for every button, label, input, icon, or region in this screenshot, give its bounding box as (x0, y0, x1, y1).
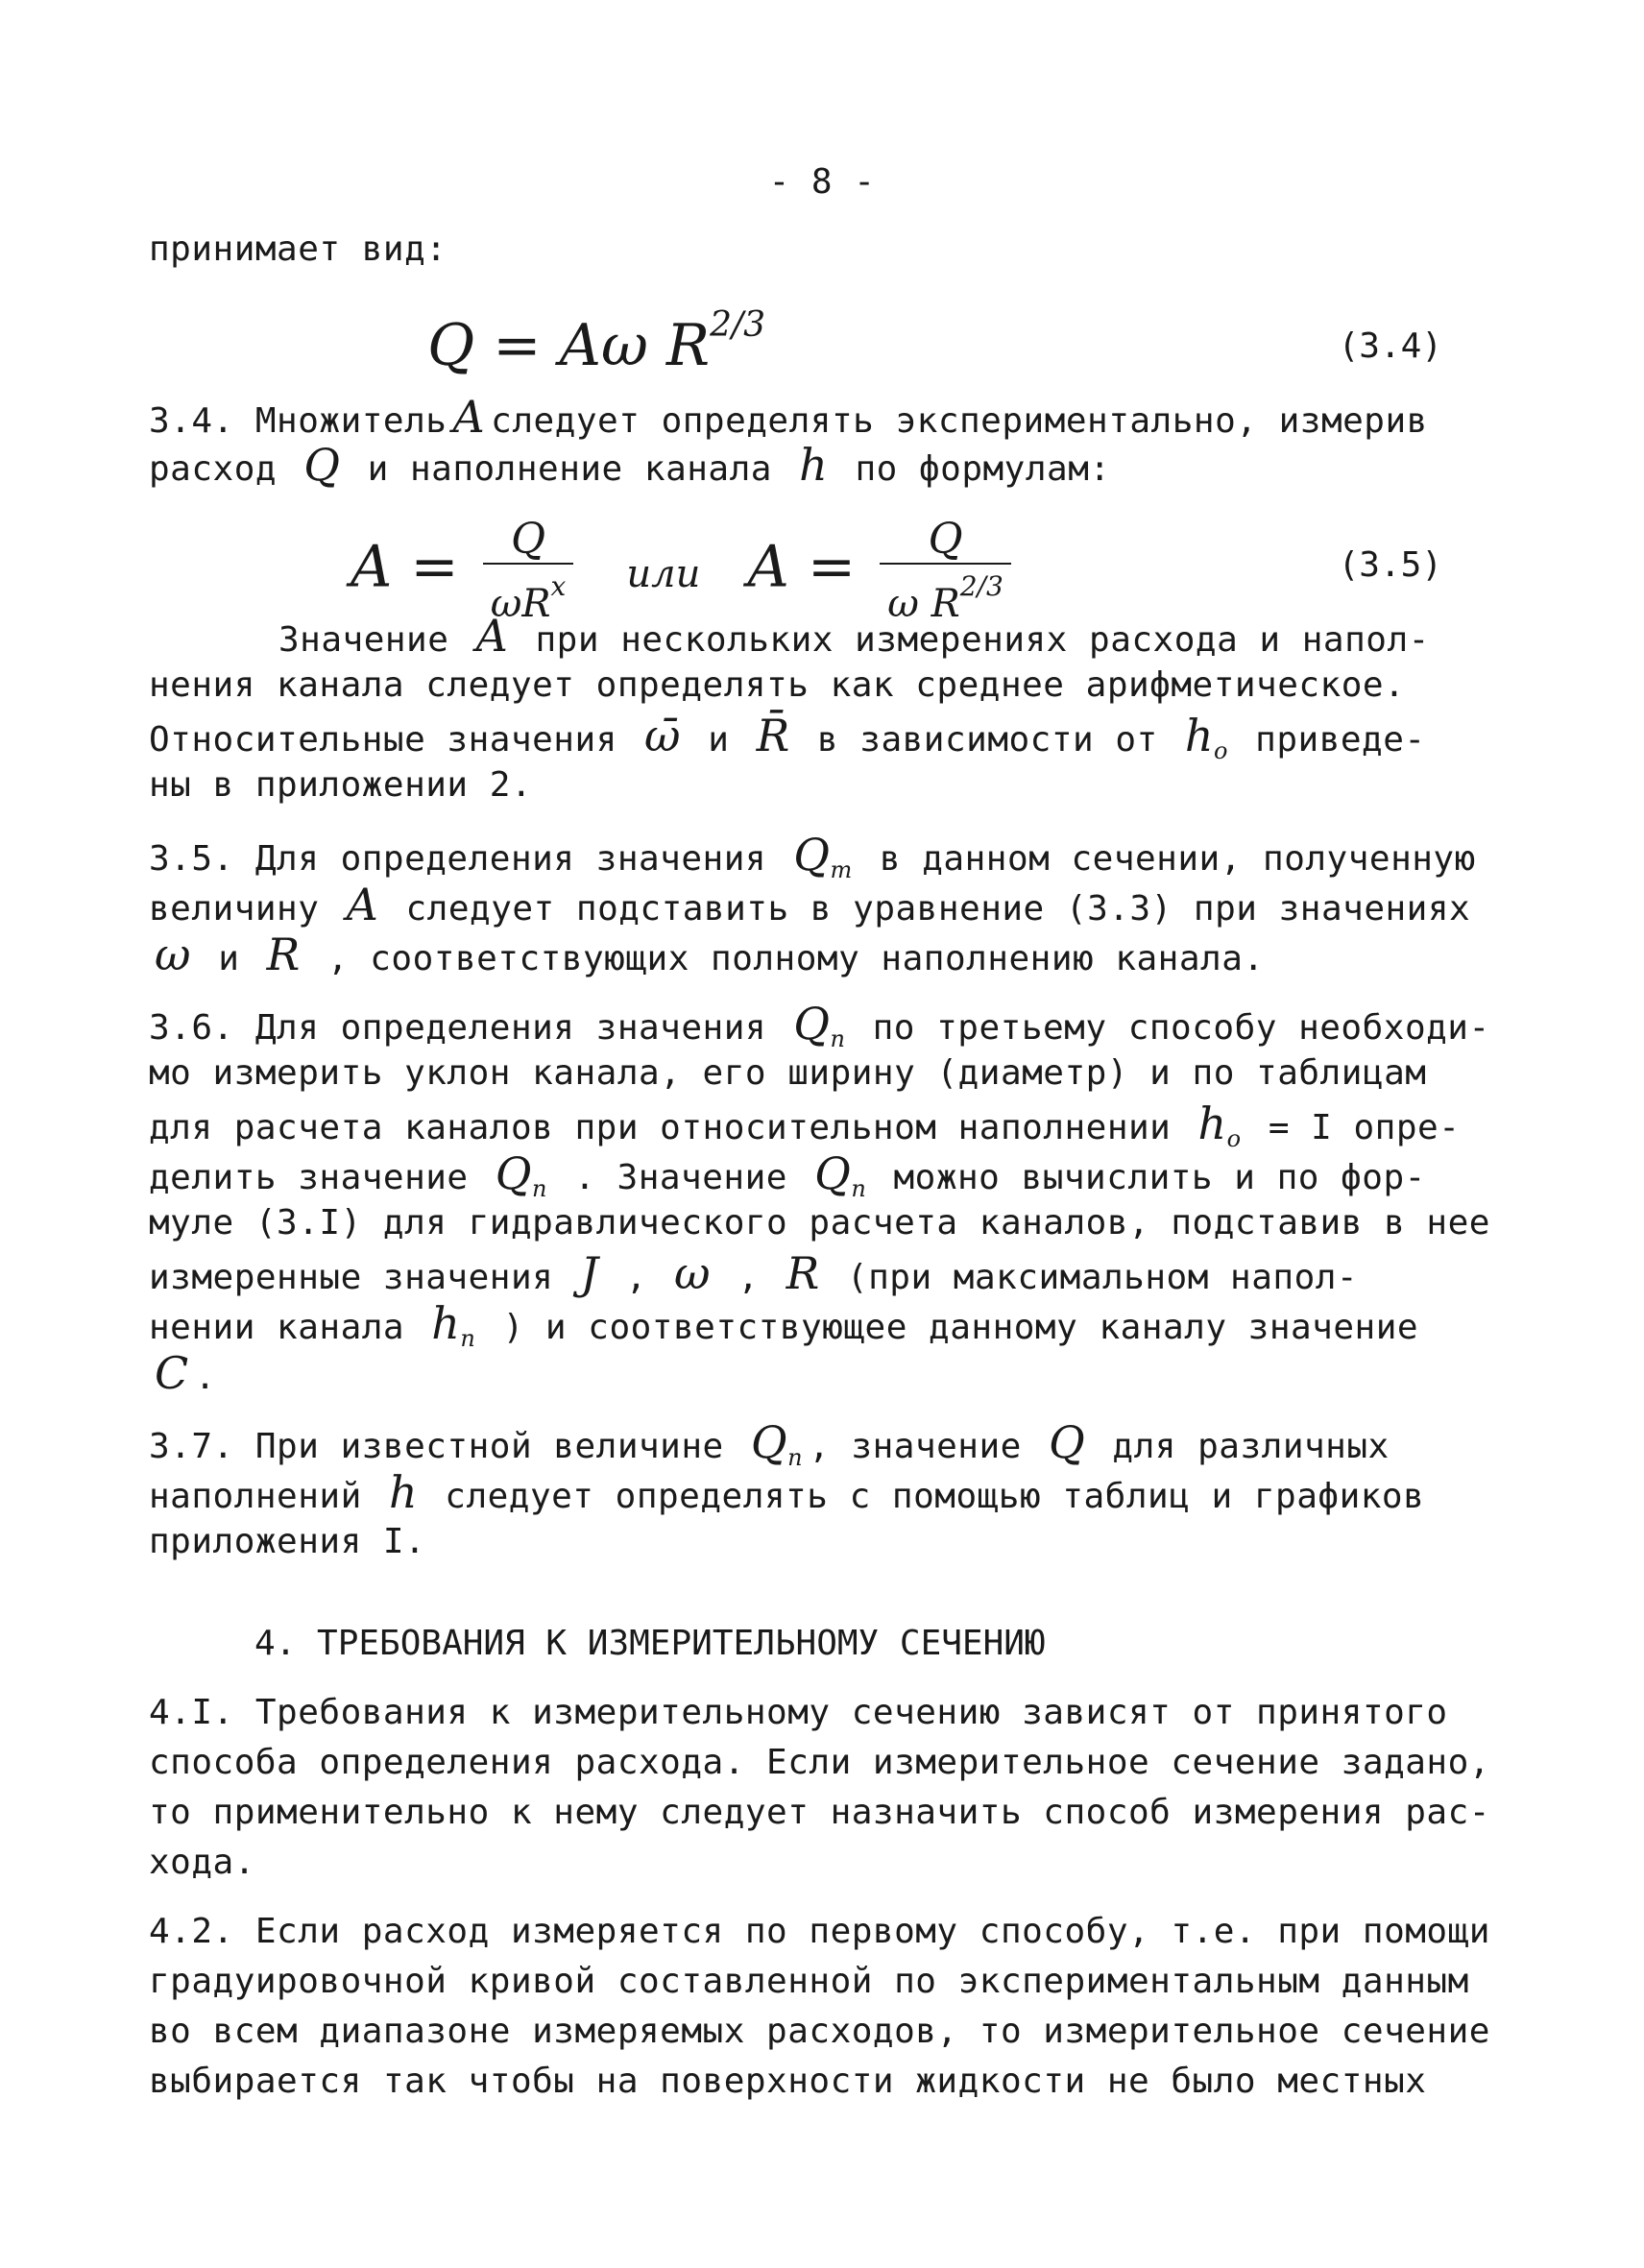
text-line-19: нении канала $h_п$ ) и соответствующее данному каналу значение (149, 1297, 1419, 1352)
fraction-1: $\frac{Q}{\omega R^x}$ (483, 517, 574, 626)
text-line-21: 3.7. При известной величине $Q_п$ , значение Q для различных (149, 1416, 1390, 1471)
text-line-30: градуировочной кривой составленной по экспериментальным данным (149, 1962, 1469, 2001)
text-line-13: 3.6. Для определения значения $Q_п$ по третьему способу необходи- (149, 998, 1490, 1052)
text-line-1: принимает вид: (149, 229, 447, 269)
text-line-14: мо измерить уклон канала, его ширину (диаметр) и по таблицам (149, 1053, 1427, 1093)
text-line-29: 4.2. Если расход измеряется по первому способу, т.е. при помощи (149, 1912, 1490, 1951)
text-line-25: 4.I. Требования к измерительному сечению зависят от принятого (149, 1693, 1448, 1732)
text-line-23: приложения I. (149, 1522, 426, 1561)
equation-label-3-5: (3.5) (1338, 545, 1442, 585)
formula-3-4-exponent: 2/3 (710, 305, 766, 345)
formula-3-4 (427, 305, 765, 379)
text-line-17: муле (3.I) для гидравлического расчета каналов, подставив в нее (149, 1203, 1490, 1243)
text-line-31: во всем диапазоне измеряемых расходов, то измерительное сечение (149, 2012, 1490, 2051)
text-line-9: ны в приложении 2. (149, 765, 533, 805)
text-line-3: 3.4. Множитель A следует определять экспериментально, измерив (149, 391, 1428, 443)
symbol-Q: Q (303, 439, 341, 491)
text-line-27: то применительно к нему следует назначить способ измерения рас- (149, 1793, 1490, 1832)
text-line-26: способа определения расхода. Если измерительное сечение задано, (149, 1743, 1490, 1782)
text-line-10: 3.5. Для определения значения $Q_т$ в данном сечении, полученную (149, 829, 1476, 883)
symbol-h: h (799, 439, 829, 491)
section-heading-4: 4. ТРЕБОВАНИЯ К ИЗМЕРИТЕЛЬНОМУ СЕЧЕНИЮ (254, 1624, 1046, 1663)
text-line-11: величину A следует подставить в уравнение (3.3) при значениях (149, 879, 1471, 930)
text-line-20: C . (155, 1347, 216, 1399)
formula-3-4-body: Q = Aω R (427, 312, 711, 379)
symbol-A: A (452, 391, 486, 443)
text-line-32: выбирается так чтобы на поверхности жидкости не было местных (149, 2062, 1427, 2101)
text-line-4: расход Q и наполнение канала h по формулам: (149, 439, 1111, 491)
equation-label-3-4: (3.4) (1338, 326, 1442, 366)
text-line-8: Относительные значения ω̄ и R̄ в зависимости от $h_o$ приведе- (149, 710, 1426, 764)
word-or: или (626, 551, 701, 596)
text-line-16: делить значение $Q_п$ . Значение $Q_п$ можно вычислить и по фор- (149, 1147, 1426, 1202)
text-line-7: нения канала следует определять как среднее арифметическое. (149, 665, 1406, 705)
text-line-12: ω и R , соответствующих полному наполнению канала. (155, 929, 1265, 980)
text-line-22: наполнений h следует определять с помощью таблиц и графиков (149, 1466, 1425, 1518)
formula-3-5: A = $\frac{Q}{\omega R^x}$ или A = $\frac{Q}{\omega R^{2/3}}$ (351, 517, 1017, 626)
text-line-28: хода. (149, 1843, 255, 1882)
text-line-18: измеренные значения J , ω , R (при максимальном напол- (149, 1247, 1359, 1299)
text-line-15: для расчета каналов при относительном наполнении $h_o = I$ опре- (149, 1098, 1461, 1152)
page-number: - 8 - (768, 162, 876, 202)
text-line-6: Значение A при нескольких измерениях расхода и напол- (278, 610, 1430, 662)
fraction-2: $\frac{Q}{\omega R^{2/3}}$ (880, 517, 1011, 626)
